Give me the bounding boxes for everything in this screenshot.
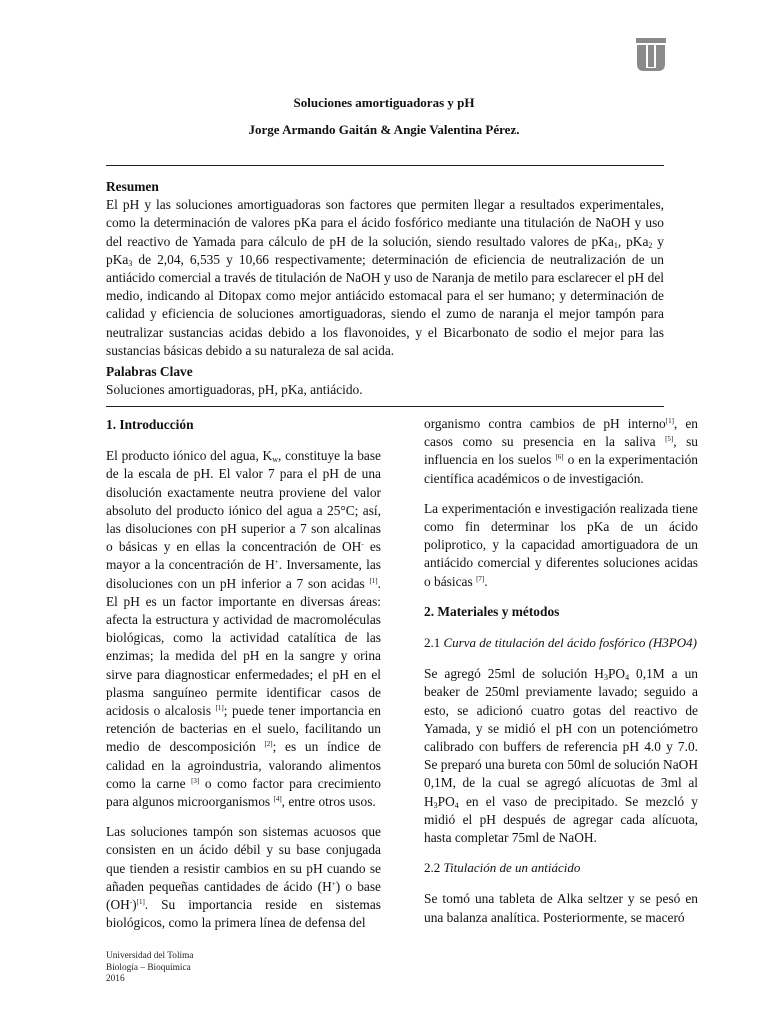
abstract-text: El pH y las soluciones amortiguadoras son factores que permiten llegar a resultados experimentales, como la determinación de valores pKa para el ácido fosfórico mediante una titulación de NaOH y uso del reactivo de Yamada para cálculo de pH de la solución, siendo resultado valores de pKa$_1$, pKa$_2$ y pKa$_3$ de 2,04, 6,535 y 10,66 respectivamente; determinación de eficiencia de neutralización de un antiácido comercial a través de titulación de NaOH y uso de Naranja de metilo para esclarecer el pH del medio, indicando al Ditopax como mejor antiácido estomacal para el ser humano; y determinación de calidad y eficiencia de soluciones amortiguadoras, siendo el zumo de naranja el mejor tampón para neutralizar sustancias acidas debido a los flavonoides, y el Bicarbonato de sodio el mejor para las sustancias básicas debido a su naturaleza de sal acida. [106,197,664,358]
university-logo-icon [636,38,666,72]
keywords-text: Soluciones amortiguadoras, pH, pKa, antiácido. [106,382,363,398]
footer-year: 2016 [106,974,125,984]
citation: [1] [136,898,145,907]
citation: [7] [476,574,485,583]
subsection-2-2-heading: 2.2 Titulación de un antiácido [424,860,581,876]
keywords-heading: Palabras Clave [106,364,193,379]
citation: [2] [264,740,273,749]
citation: [1] [215,704,224,713]
footer-program: Biología – Bioquímica [106,962,191,973]
page-footer [106,951,193,986]
methods-heading: 2. Materiales y métodos [424,603,560,619]
citation: [1] [665,417,674,425]
citation: [6] [555,453,564,462]
abstract-section [106,178,664,360]
top-divider [106,165,664,166]
intro-paragraph-1: El producto iónico del agua, $K_w$, constituye la base de la escala de pH. El valor 7 para el pH de una disolución exactamente neutra proviene del valor absoluto del producto iónico del agua a 25°C; así, las disoluciones con pH superior a 7 son alcalinas o básicas y en ellas la concentración de OH- es mayor a la concentración de H+. Inversamente, las disoluciones con un pH inferior a 7 son acidas [1]. El pH es un factor importante en diversas áreas: afecta la estructura y actividad de macromoléculas biológicas, como la actividad catalítica de las enzimas; la medida del pH en la sangre y orina sirve para diagnosticar enfermedades; el pH en el plasma sanguíneo permite identificar casos de acidosis o alcalosis [1]; puede tener importancia en retención de bacterias en el suelo, facilitando un medio de descomposición [2]; es un índice de calidad en la agroindustria, valorando alimentos como la carne [3] o como factor para crecimiento para algunos microorganismos [4], entre otros usos. [106,448,381,810]
left-column [106,414,381,944]
right-column [424,415,698,939]
citation: [5] [665,435,674,444]
paper-title: Soluciones amortiguadoras y pH [293,95,475,110]
abstract-heading: Resumen [106,179,159,194]
methods-paragraph-2: Se tomó una tableta de Alka seltzer y se pesó en una balanza analítica. Posteriormente, se maceró [424,891,698,925]
intro-paragraph-4: La experimentación e investigación realizada tiene como fin determinar los pKa de un ácido poliprotico, y la capacidad amortiguadora de un antiácido comercial y diferentes soluciones acidas o básicas [7]. [424,500,698,589]
keywords-section [106,363,664,399]
intro-paragraph-3: organismo contra cambios de pH interno[1], en casos como su presencia en la saliva [5], su influencia en los suelos [6] o en la experimentación científica académicos o de investigación. [424,416,698,486]
citation: [4] [273,795,282,804]
introduction-heading: 1. Introducción [106,417,194,432]
section-divider [106,406,664,407]
citation: [3] [191,776,200,785]
intro-paragraph-2: Las soluciones tampón son sistemas acuosos que consisten en un ácido débil y su base conjugada que tienden a resistir cambios en su pH cuando se añaden pequeñas cantidades de ácido (H+) o base (OH-)[1]. Su importancia reside en sistemas biológicos, como la primera línea de defensa del [106,824,381,931]
subsection-2-1-heading: 2.1 Curva de titulación del ácido fosfórico (H3PO4) [424,635,697,651]
paper-authors: Jorge Armando Gaitán & Angie Valentina Pérez. [248,122,520,137]
citation: [1] [369,576,378,585]
footer-university: Universidad del Tolima [106,951,194,961]
methods-paragraph-1: Se agregó 25ml de solución $H_3PO_4$ 0,1M a un beaker de 250ml previamente lavado; seguido a esto, se adicionó cuatro gotas del reactivo de Yamada, y se midió el pH con un potenciómetro calibrado con buffers de referencia pH 4.0 y 7.0. Se preparó una bureta con 50ml de solución NaOH 0,1M, de la cual se agregó alícuotas de 3ml al $H_3PO_4$ en el vaso de precipitado. Se mezcló y midió el pH después de agregar cada alícuota, hasta completar 75ml de NaOH. [424,666,698,846]
